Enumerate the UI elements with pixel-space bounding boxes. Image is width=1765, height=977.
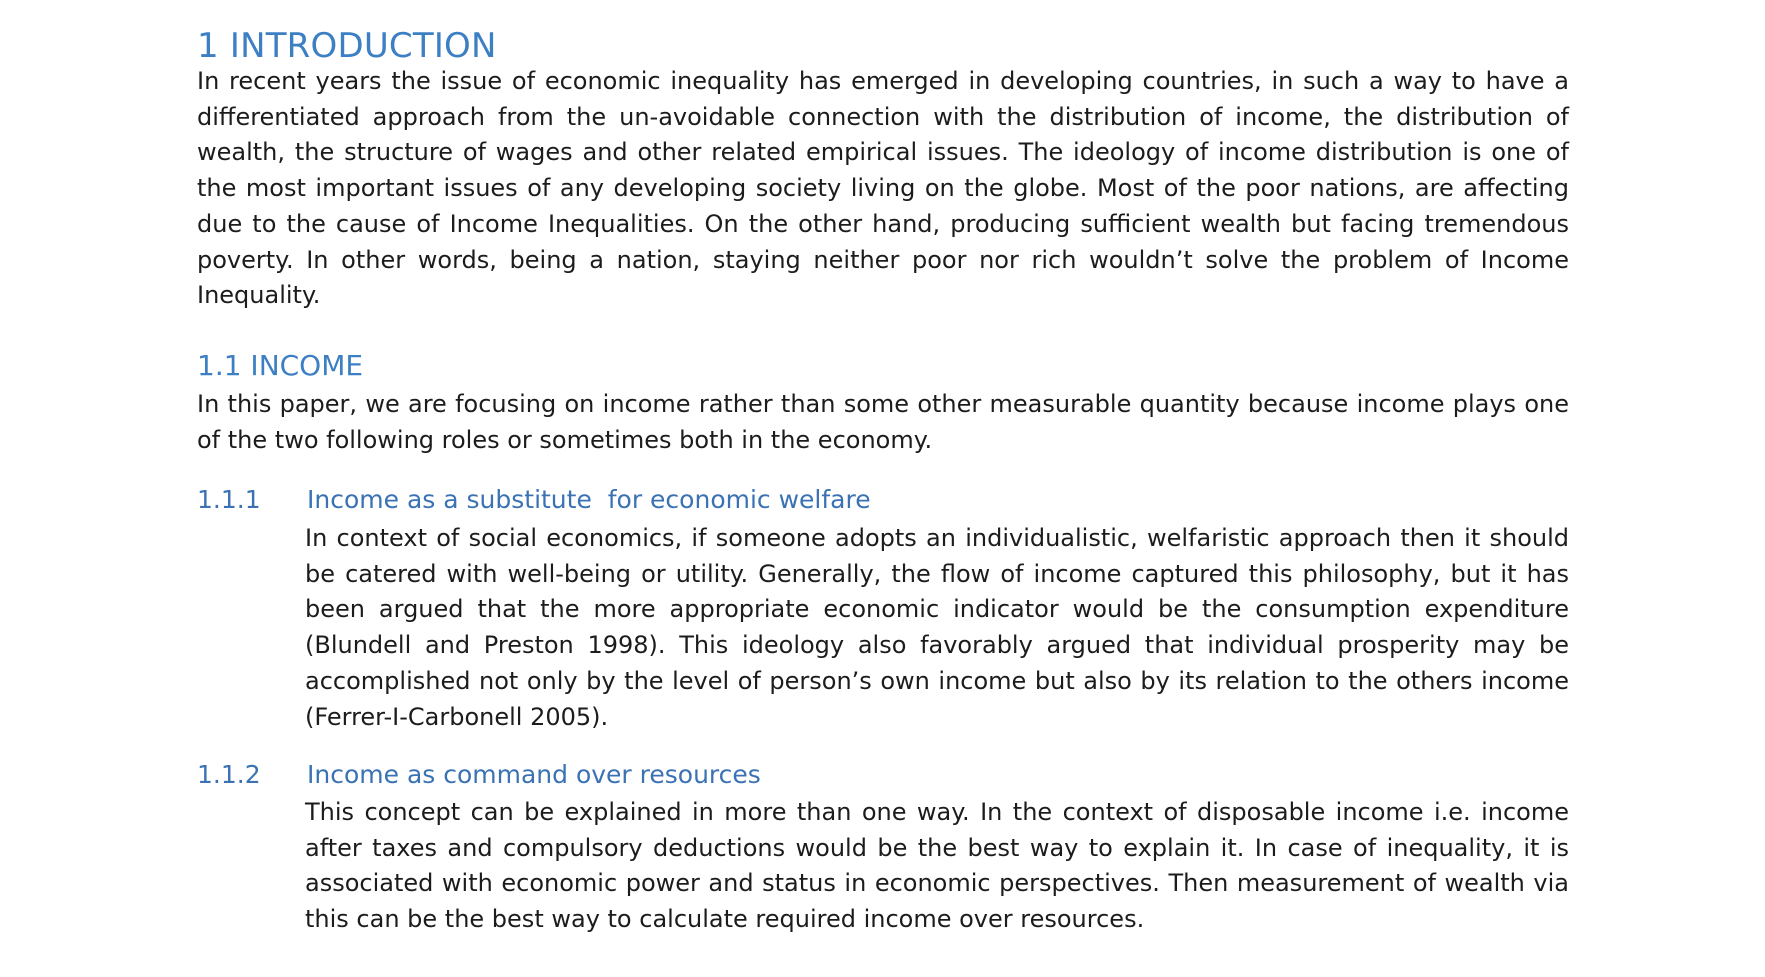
section-1-1-1-heading — [197, 484, 871, 516]
section-1-1-2-paragraph: This concept can be explained in more than one way. In the context of disposable income i.e. income after taxes and compulsory deductions would be the best way to explain it. In case of inequality, it is associated with economic power and status in economic perspectives. Then measurement of wealth via this can be the best way to calculate required income over resources. — [305, 798, 1569, 934]
section-1-heading: 1 INTRODUCTION — [197, 26, 497, 66]
section-1-1-1-paragraph: In context of social economics, if someone adopts an individualistic, welfaristic approach then it should be catered with well-being or utility. Generally, the flow of income captured this philosophy, but it has been argued that the more appropriate economic indicator would be the consumption expenditure (Blundell and Preston 1998). This ideology also favorably argued that individual prosperity may be accomplished not only by the level of person’s own income but also by its relation to the others income (Ferrer-I-Carbonell 2005). — [305, 524, 1569, 731]
section-1-1-2-number: 1.1.2 — [197, 760, 261, 789]
section-1-1-1-number: 1.1.1 — [197, 485, 261, 514]
section-1-paragraph: In recent years the issue of economic inequality has emerged in developing countries, in such a way to have a differentiated approach from the un-avoidable connection with the distribution of income, the distribution of wealth, the structure of wages and other related empirical issues. The ideology of income distribution is one of the most important issues of any developing society living on the globe. Most of the poor nations, are affecting due to the cause of Income Inequalities. On the other hand, producing sufficient wealth but facing tremendous poverty. In other words, being a nation, staying neither poor nor rich wouldn’t solve the problem of Income Inequality. — [197, 67, 1569, 310]
section-1-1-2-title: Income as command over resources — [307, 760, 761, 789]
section-1-1-2-heading — [197, 759, 761, 791]
section-1-1-1-title: Income as a substitute for economic welfare — [307, 485, 871, 514]
section-1-1-heading: 1.1 INCOME — [197, 349, 364, 382]
section-1-1-paragraph: In this paper, we are focusing on income rather than some other measurable quantity because income plays one of the two following roles or sometimes both in the economy. — [197, 390, 1569, 454]
